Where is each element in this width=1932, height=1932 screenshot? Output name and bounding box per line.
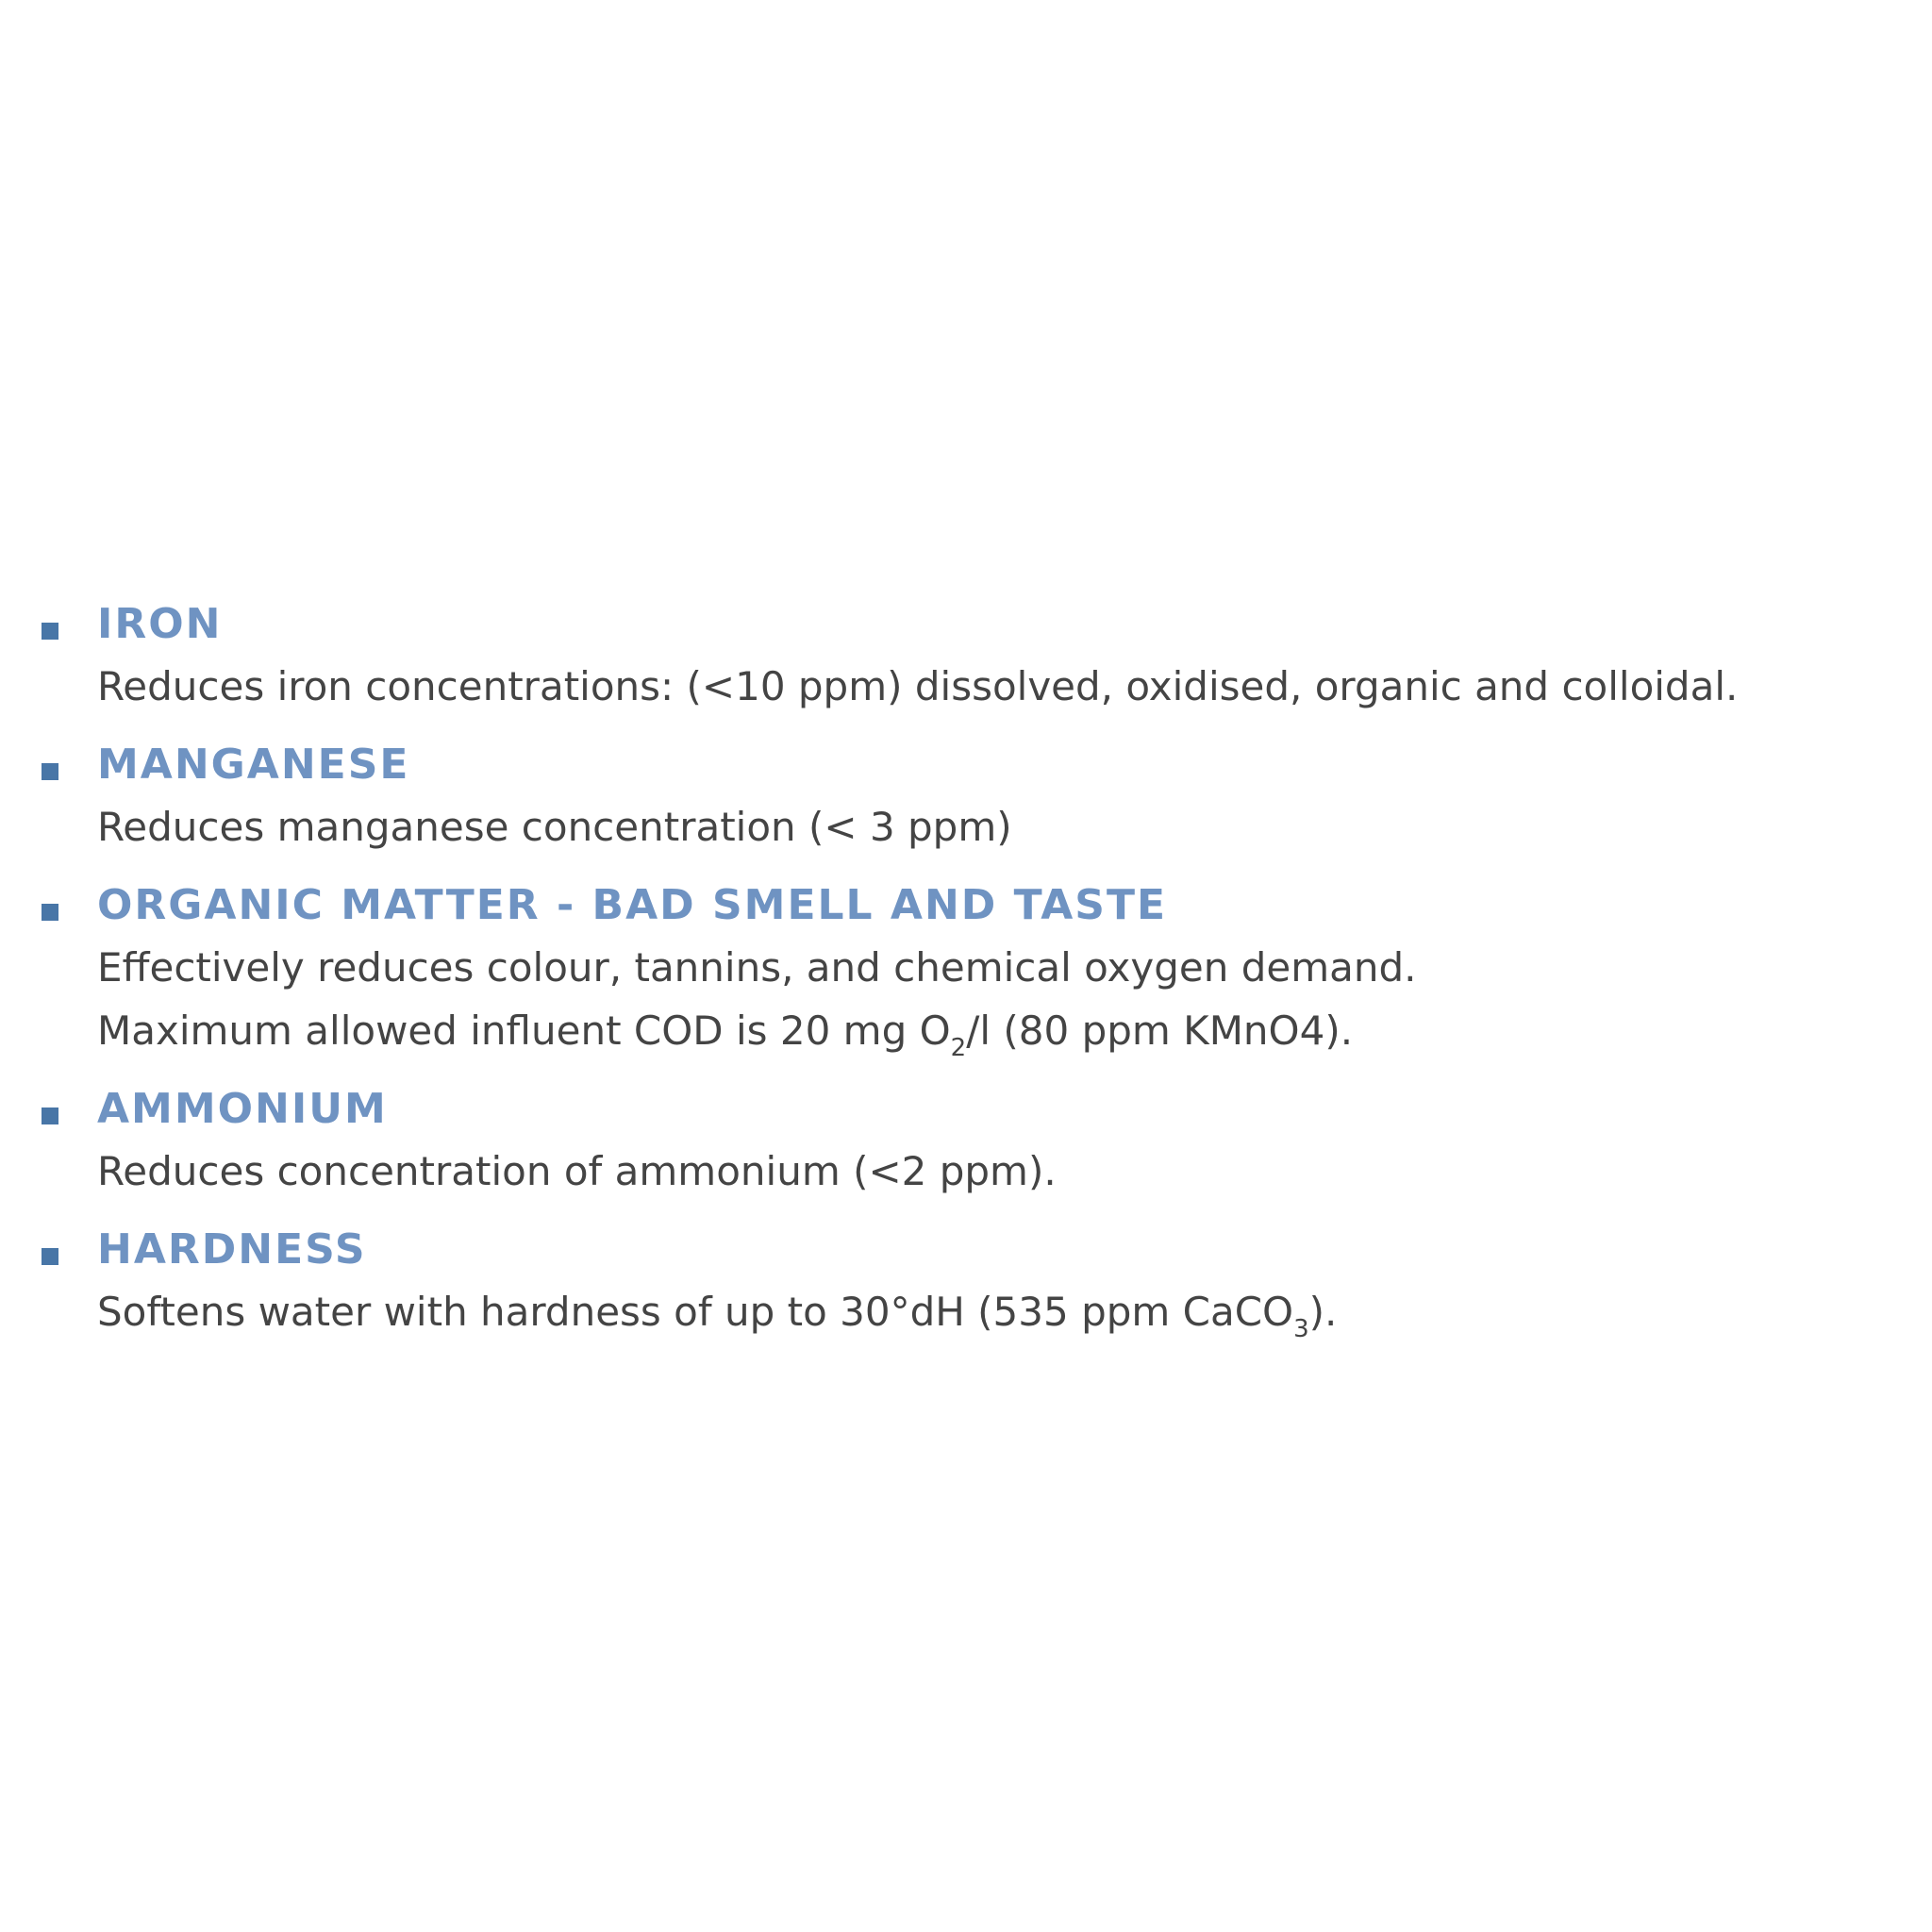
- list-item-manganese: [0, 735, 1932, 858]
- item-description-line: [97, 999, 1932, 1062]
- item-heading: HARDNESS: [97, 1225, 367, 1274]
- item-description: Effectively reduces colour, tannins, and chemical oxygen demand.: [97, 944, 1417, 991]
- item-description: Reduces concentration of ammonium (<2 ppm).: [97, 1148, 1057, 1194]
- list-item-hardness: [0, 1220, 1932, 1343]
- text-segment: Maximum allowed influent COD is 20 mg O: [97, 1008, 951, 1054]
- item-heading: AMMONIUM: [97, 1085, 388, 1133]
- square-bullet-icon: [42, 1108, 58, 1124]
- square-bullet-icon: [42, 763, 58, 780]
- square-bullet-icon: [42, 904, 58, 921]
- item-description-line: [97, 1280, 1932, 1343]
- item-description: Reduces manganese concentration (< 3 ppm): [97, 804, 1012, 850]
- square-bullet-icon: [42, 1248, 58, 1265]
- item-description: Reduces iron concentrations: (<10 ppm) dissolved, oxidised, organic and colloidal.: [97, 663, 1739, 709]
- feature-list: [0, 594, 1932, 1360]
- text-segment: Softens water with hardness of up to 30°dH (535 ppm CaCO: [97, 1289, 1294, 1335]
- text-segment: ).: [1308, 1289, 1338, 1335]
- text-segment: /l (80 ppm KMnO4).: [966, 1008, 1354, 1054]
- square-bullet-icon: [42, 623, 58, 640]
- item-heading: MANGANESE: [97, 741, 410, 789]
- list-item-iron: [0, 594, 1932, 718]
- subscript: 2: [950, 1034, 967, 1062]
- list-item-ammonium: [0, 1079, 1932, 1203]
- item-heading: ORGANIC MATTER - BAD SMELL AND TASTE: [97, 881, 1168, 929]
- subscript: 3: [1293, 1315, 1309, 1343]
- list-item-organic-matter: [0, 875, 1932, 1062]
- item-heading: IRON: [97, 600, 223, 648]
